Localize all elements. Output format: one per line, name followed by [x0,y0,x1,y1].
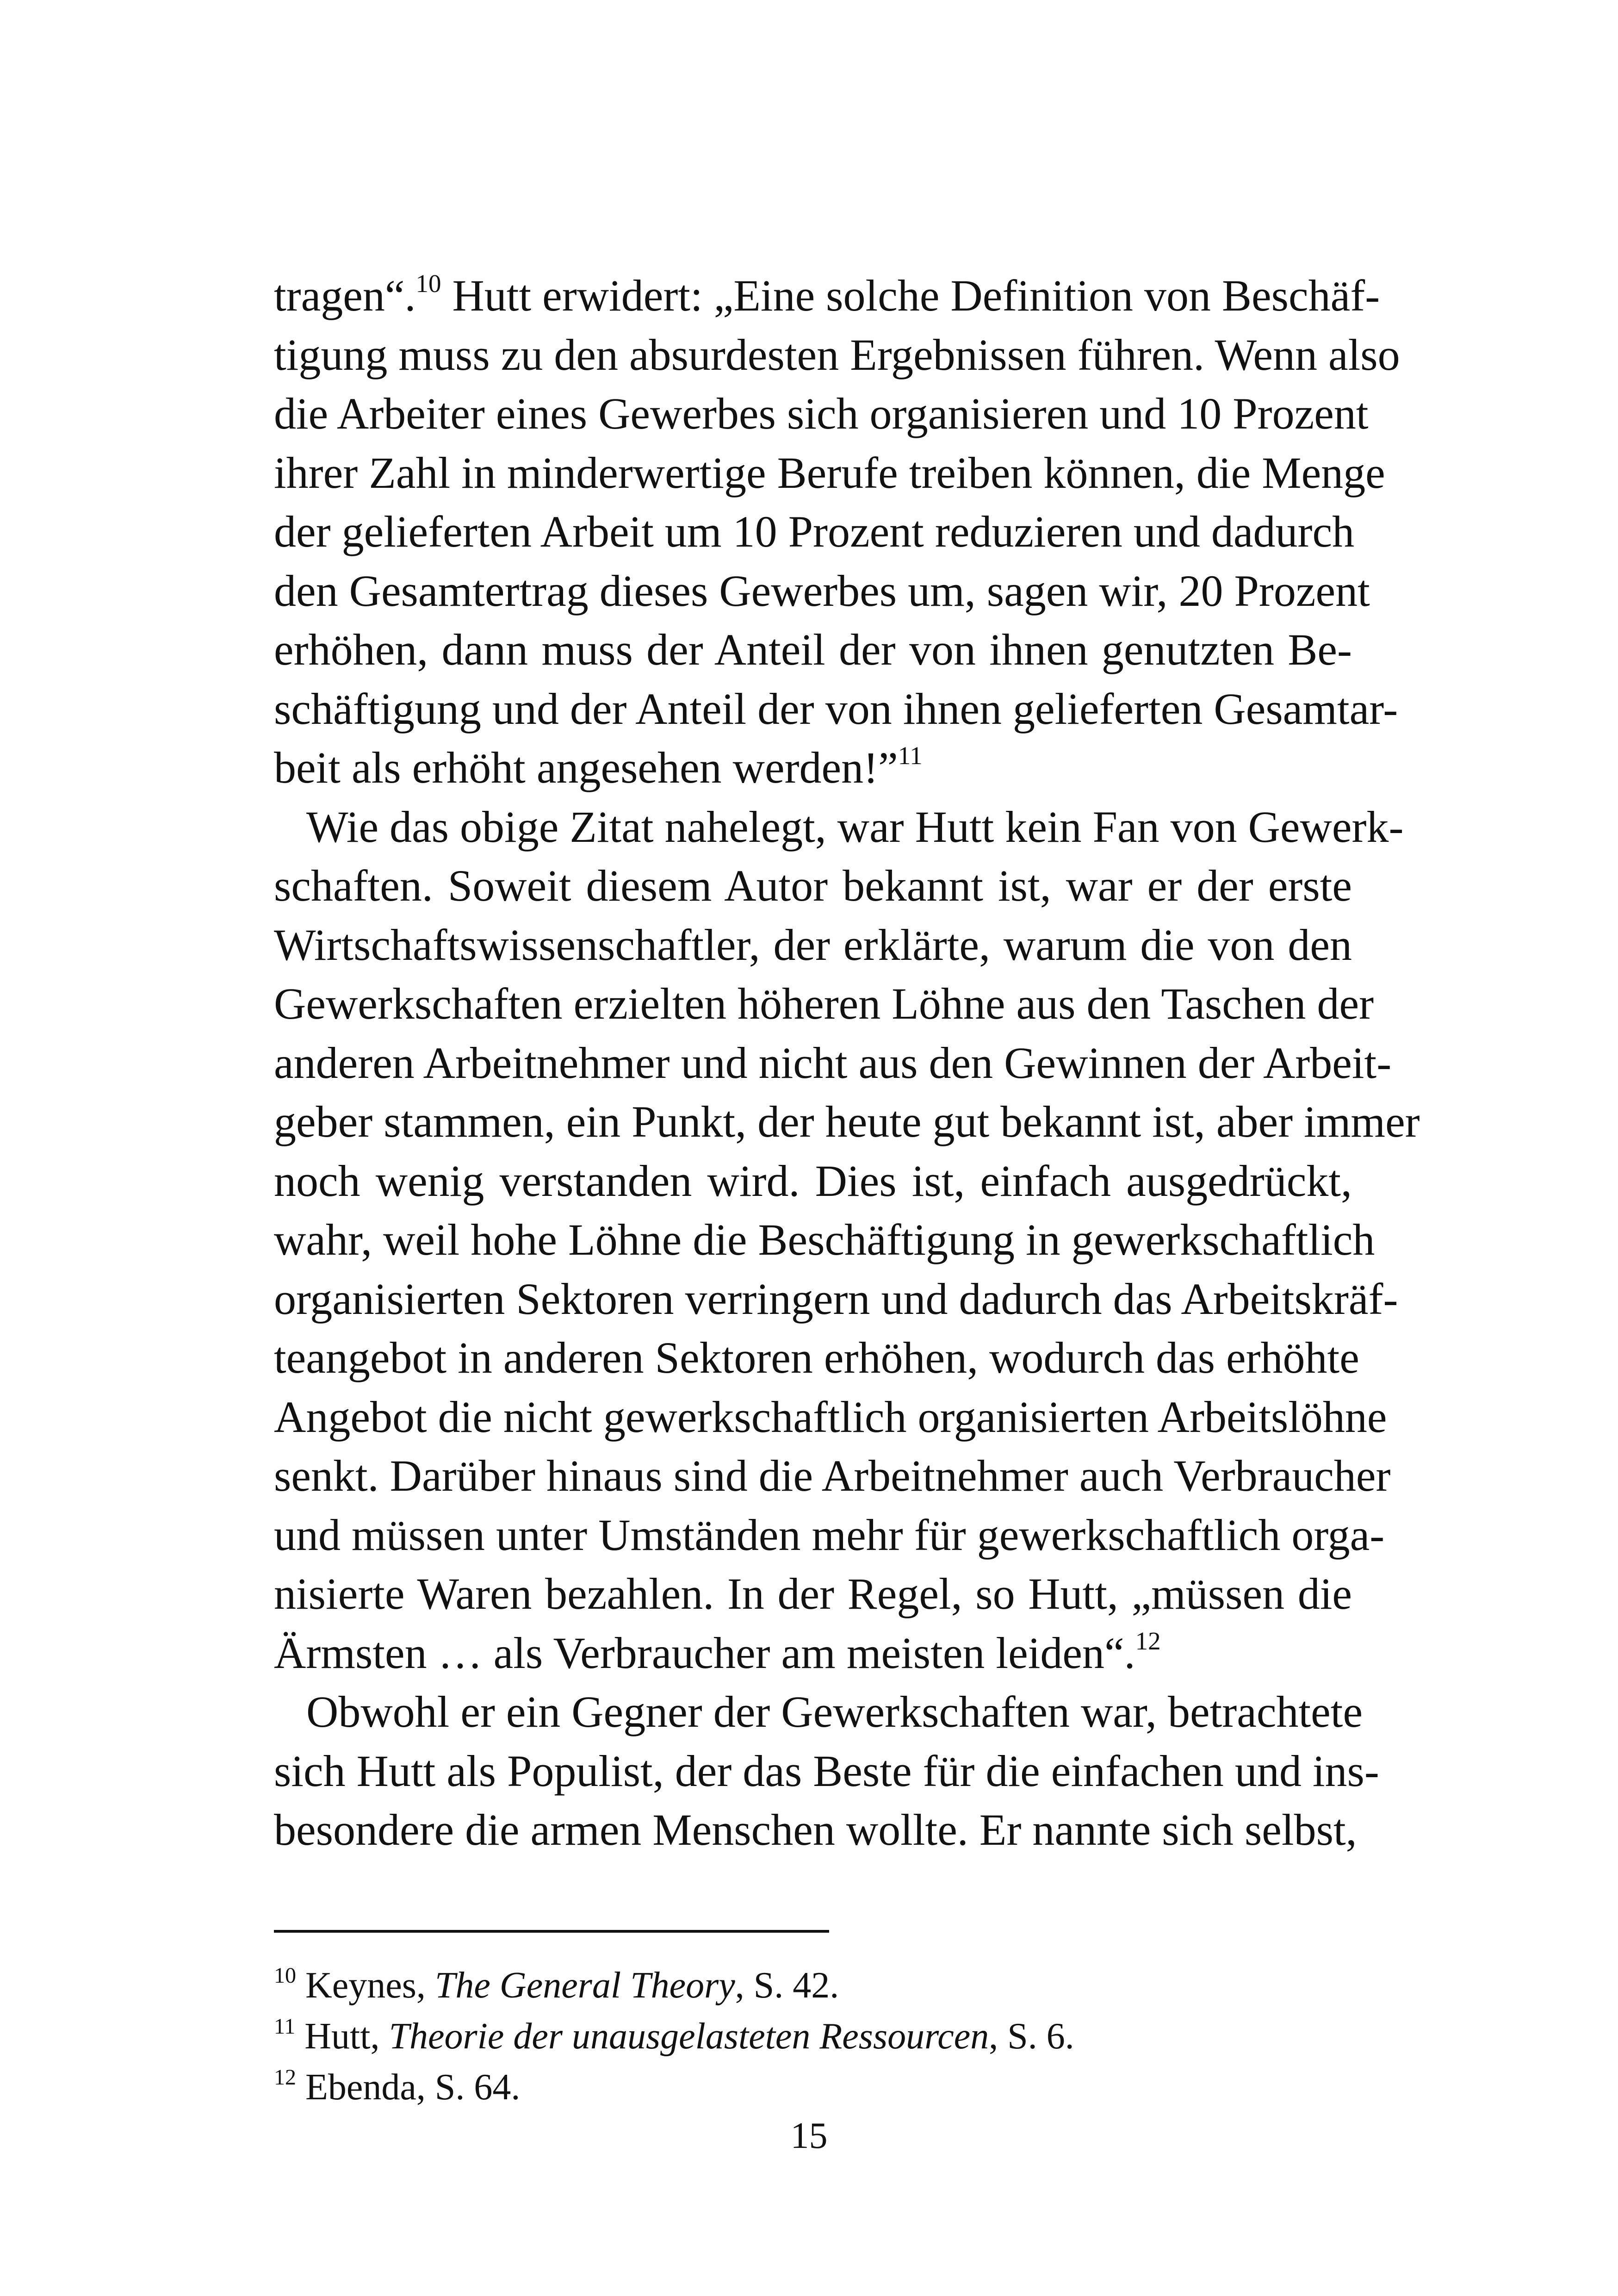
text-line: nisierte Waren bezahlen. In der Regel, so Hutt, „müssen die [274,1569,1352,1618]
text-line: Obwohl er ein Gegner der Gewerkschaften war, betrachtete [306,1687,1363,1736]
text-line: schaften. Soweit diesem Autor bekannt ist, war er der erste [274,861,1352,910]
text-line: Wie das obige Zitat nahelegt, war Hutt kein Fan von Gewerk- [306,802,1404,852]
text-line: Angebot die nicht gewerkschaftlich organisierten Arbeitslöhne [274,1392,1387,1442]
footnote-11: $^{11}$ Hutt, Theorie der unausgelasteten Ressourcen, S. 6. [274,2014,1074,2057]
paragraph [274,1682,1379,1860]
text-line: tragen“.$^{10}$ Hutt erwidert: „Eine solche Definition von Beschäf- [274,269,1380,320]
text-line: tigung muss zu den absurdesten Ergebnissen führen. Wenn also [274,330,1400,380]
text-line: erhöhen, dann muss der Anteil der von ihnen genutzten Be- [274,625,1352,674]
text-line: teangebot in anderen Sektoren erhöhen, wodurch das erhöhte [274,1333,1359,1382]
text-line: Gewerkschaften erzielten höheren Löhne aus den Taschen der [274,979,1374,1028]
text-line: wahr, weil hohe Löhne die Beschäftigung in gewerkschaftlich [274,1215,1375,1264]
text-line: anderen Arbeitnehmer und nicht aus den Gewinnen der Arbeit- [274,1038,1392,1088]
text-line: senkt. Darüber hinaus sind die Arbeitnehmer auch Verbraucher [274,1451,1391,1500]
text-line: ihrer Zahl in minderwertige Berufe treiben können, die Menge [274,448,1385,498]
footnote-reference[interactable]: 11 [898,741,923,770]
footnote-12: $^{12}$ Ebenda, S. 64. [274,2065,521,2108]
text-line: noch wenig verstanden wird. Dies ist, einfach ausgedrückt, [274,1156,1352,1206]
paragraph [274,797,1420,1683]
footnote-number: 11 [274,2014,296,2039]
text-line: der gelieferten Arbeit um 10 Prozent reduzieren und dadurch [274,507,1355,556]
footnote-title: Theorie der unausgelasteten Ressourcen [389,2016,989,2057]
text-line: geber stammen, ein Punkt, der heute gut bekannt ist, aber immer [274,1097,1420,1146]
text-line: schäftigung und der Anteil der von ihnen gelieferten Gesamtar- [274,684,1398,734]
footnote-title: The General Theory [434,1965,735,2006]
footnote-separator [274,1930,829,1933]
page-number: 15 [790,2116,828,2156]
footnote-number: 12 [274,2065,296,2090]
text-line: und müssen unter Umständen mehr für gewerkschaftlich orga- [274,1510,1385,1560]
text-line: sich Hutt als Populist, der das Beste für die einfachen und ins- [274,1746,1379,1796]
footnote-reference[interactable]: 12 [1135,1626,1161,1655]
text-line: organisierten Sektoren verringern und dadurch das Arbeitskräf- [274,1274,1398,1324]
footnote-number: 10 [274,1963,296,1988]
text-line: besondere die armen Menschen wollte. Er nannte sich selbst, [274,1805,1357,1854]
text-line: Wirtschaftswissenschaftler, der erklärte, warum die von den [274,920,1352,970]
footnote-10: $^{10}$ Keynes, The General Theory, S. 42. [274,1963,839,2006]
text-line: die Arbeiter eines Gewerbes sich organisieren und 10 Prozent [274,389,1369,438]
footnotes [274,1960,1352,2113]
paragraph [274,266,1400,797]
text-line: den Gesamtertrag dieses Gewerbes um, sagen wir, 20 Prozent [274,566,1370,616]
text-line: Ärmsten … als Verbraucher am meisten leiden“.$^{12}$ [274,1626,1161,1678]
footnote-reference[interactable]: 10 [415,269,441,298]
text-line: beit als erhöht angesehen werden!”$^{11}$ [274,741,923,792]
main-text [274,266,1420,1860]
